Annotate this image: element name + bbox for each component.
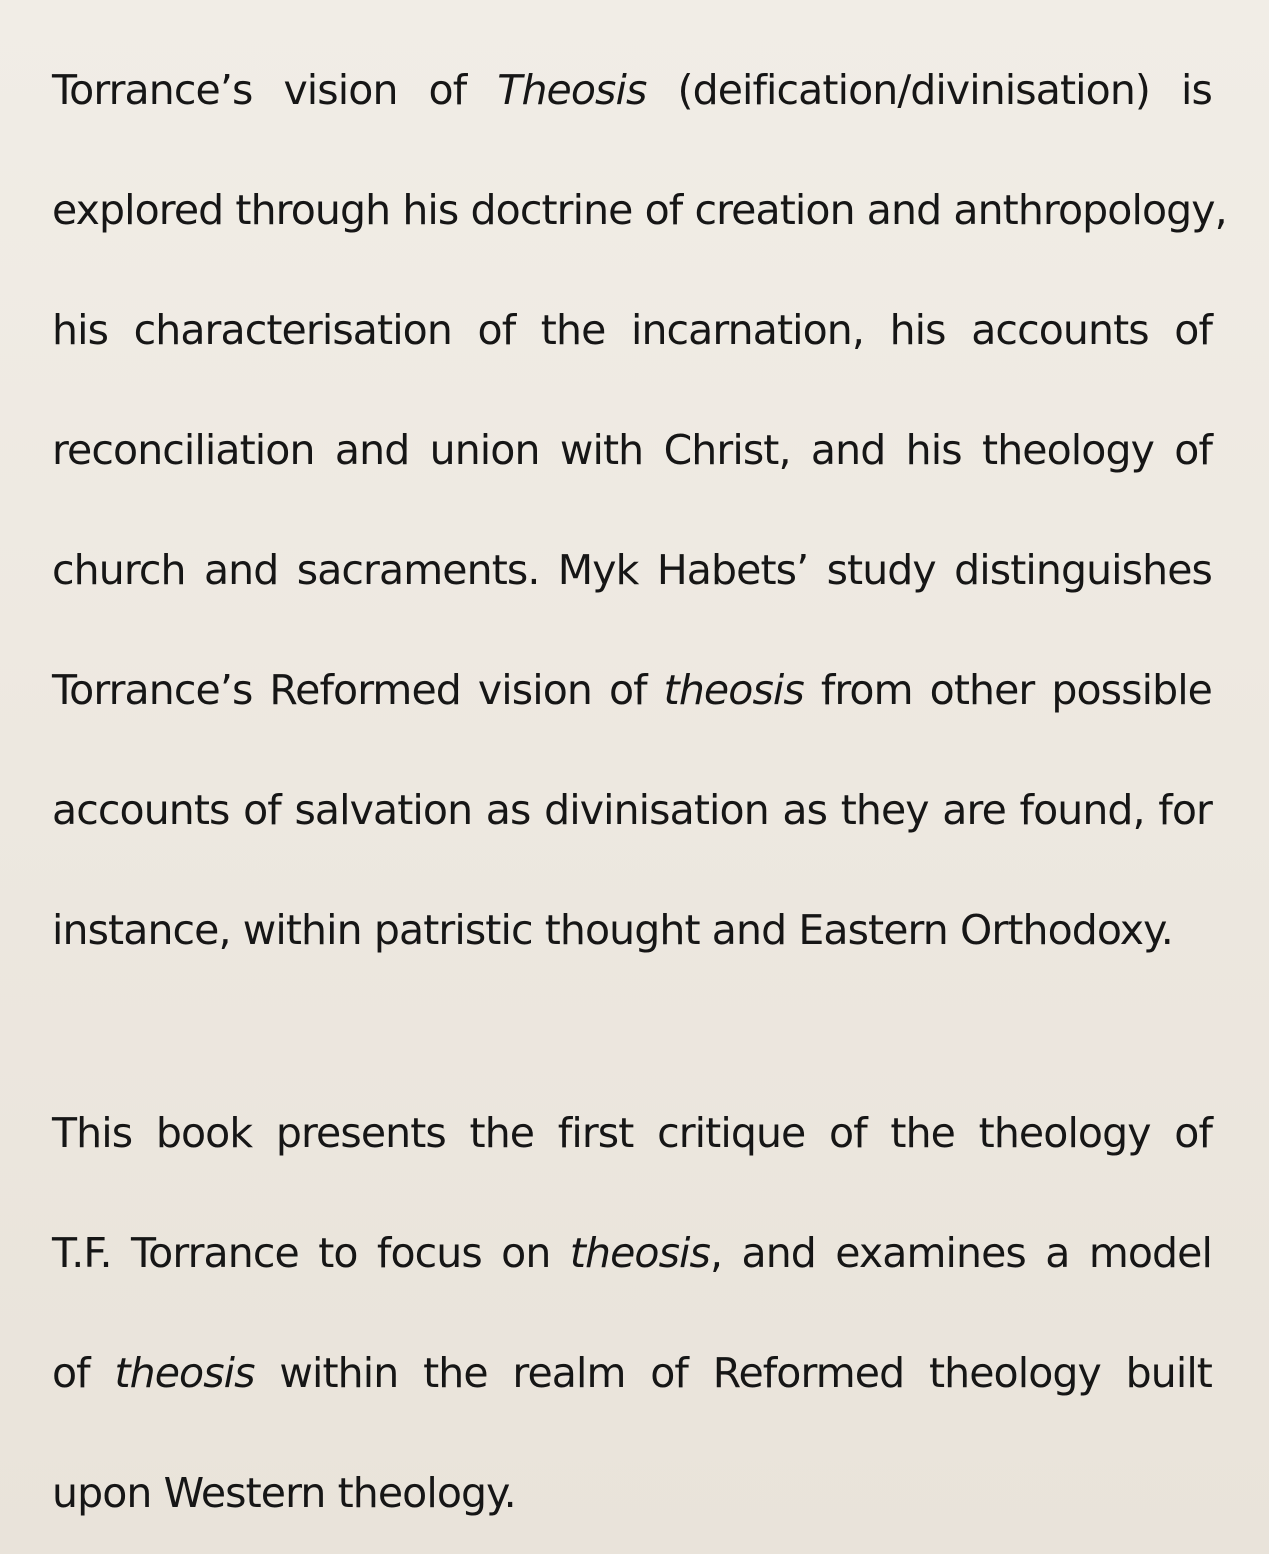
text-run: T.F. Torrance to focus on (52, 1229, 570, 1277)
text-run: of (52, 1349, 115, 1397)
paragraph-2-line-4: upon Western theology. (52, 1469, 516, 1517)
paragraph-2-line-3 (52, 1343, 1212, 1403)
italic-term: theosis (569, 1229, 710, 1277)
paragraph-1-line-1 (52, 60, 1212, 120)
paragraph-2-line-2 (52, 1223, 1212, 1283)
text-run: within the realm of Reformed theology built (254, 1349, 1212, 1397)
paragraph-1-line-4: reconciliation and union with Christ, and his theology of (52, 426, 1212, 474)
text-run: from other possible (803, 666, 1213, 714)
italic-term: Theosis (497, 66, 647, 114)
italic-term: theosis (663, 666, 804, 714)
text-run: Torrance’s vision of (52, 66, 498, 114)
paragraph-1-line-7: accounts of salvation as divinisation as they are found, for (52, 786, 1212, 834)
paragraph-1-line-5: church and sacraments. Myk Habets’ study distinguishes (52, 546, 1212, 594)
text-run: Torrance’s Reformed vision of (52, 666, 664, 714)
italic-term: theosis (114, 1349, 255, 1397)
paragraph-1-line-3: his characterisation of the incarnation, his accounts of (52, 306, 1212, 354)
paragraph-1-line-6 (52, 660, 1212, 720)
paragraph-1-line-8: instance, within patristic thought and Eastern Orthodoxy. (52, 906, 1173, 954)
paragraph-1-line-2: explored through his doctrine of creation and anthropology, (52, 186, 1227, 234)
text-run: , and examines a model (710, 1229, 1212, 1277)
text-run: (deification/divinisation) is (646, 66, 1212, 114)
paragraph-2-line-1: This book presents the first critique of the theology of (52, 1109, 1212, 1157)
